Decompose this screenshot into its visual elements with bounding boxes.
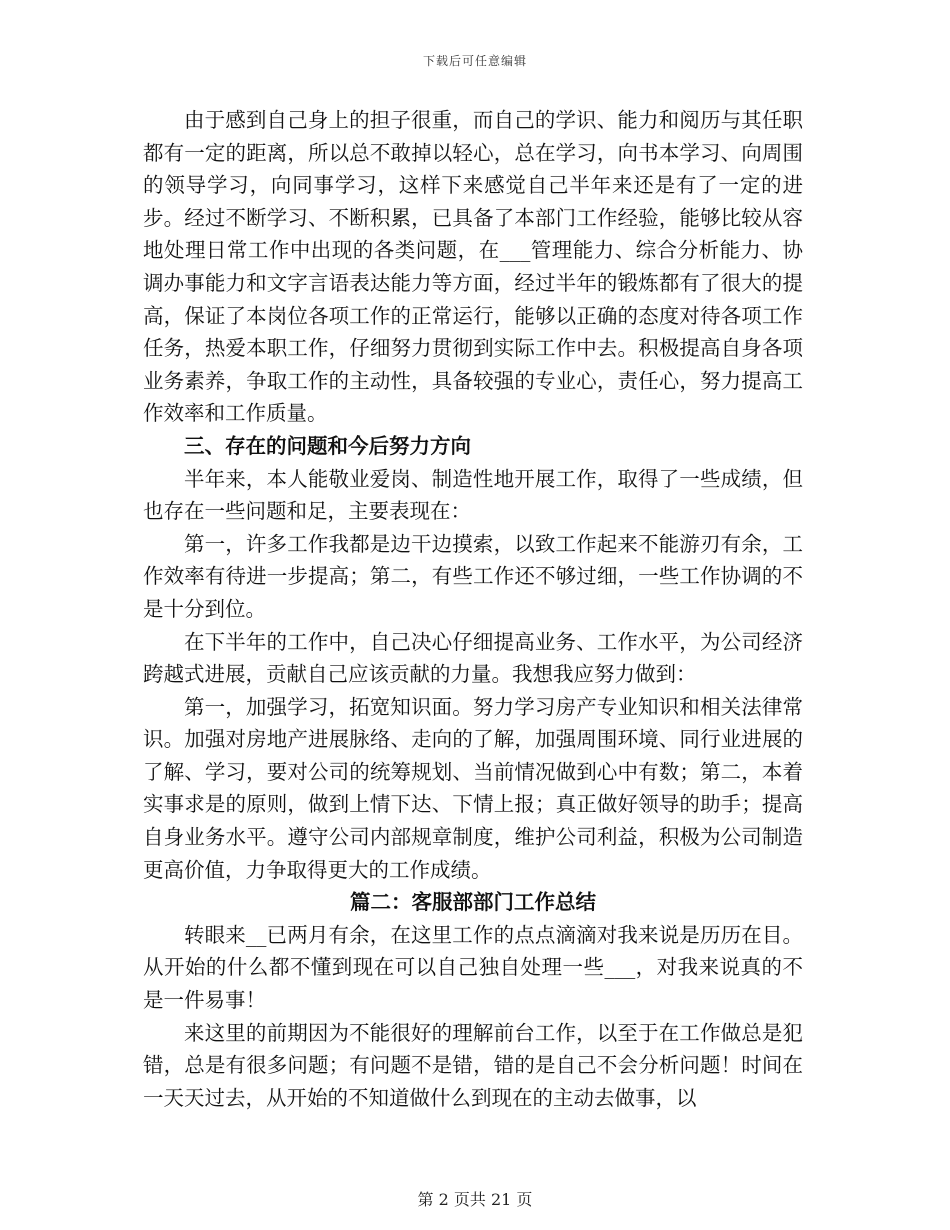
document-body (143, 104, 803, 1114)
paragraph-half-year-summary: 半年来，本人能敬业爱岗、制造性地开展工作，取得了一些成绩，但也存在一些问题和足，主要表现在： (143, 466, 803, 524)
page-number: 第 2 页共 21 页 (417, 1190, 533, 1209)
paragraph-shortcomings: 第一，许多工作我都是边干边摸索，以致工作起来不能游刃有余，工作效率有待进一步提高；第二，有些工作还不够过细，一些工作协调的不是十分到位。 (143, 531, 803, 621)
chapter-title-customer-service: 篇二：客服部部门工作总结 (350, 890, 596, 915)
page-header: 下载后可任意编辑 (422, 54, 527, 68)
paragraph-learning-progress: 由于感到自己身上的担子很重，而自己的学识、能力和阅历与其任职都有一定的距离，所以总不敢掉以轻心，总在学习，向书本学习、向周围的领导学习，向同事学习，这样下来感觉自己半年来还是有了一定的进步。经过不断学习、不断积累，已具备了本部门工作经验，能够比较从容地处理日常工作中出现的各类问题，在___管理能力、综合分析能力、协调办事能力和文字言语表达能力等方面，经过半年的锻炼都有了很大的提高，保证了本岗位各项工作的正常运行，能够以正确的态度对待各项工作任务，热爱本职工作，仔细努力贯彻到实际工作中去。积极提高自身各项业务素养，争取工作的主动性，具备较强的专业心，责任心，努力提高工作效率和工作质量。 (143, 108, 803, 426)
section-heading-problems: 三、存在的问题和今后努力方向 (184, 433, 471, 458)
paragraph-next-half-plan: 在下半年的工作中，自己决心仔细提高业务、工作水平，为公司经济跨越式进展，贡献自己应该贡献的力量。我想我应努力做到： (143, 629, 803, 687)
paragraph-improvement-measures: 第一，加强学习，拓宽知识面。努力学习房产专业知识和相关法律常识。加强对房地产进展脉络、走向的了解，加强周围环境、同行业进展的了解、学习，要对公司的统筹规划、当前情况做到心中有数；第二，本着实事求是的原则，做到上情下达、下情上报；真正做好领导的助手；提高自身业务水平。遵守公司内部规章制度，维护公司利益，积极为公司制造更高价值，力争取得更大的工作成绩。 (143, 694, 803, 882)
paragraph-two-months: 转眼来__已两月有余，在这里工作的点点滴滴对我来说是历历在目。从开始的什么都不懂到现在可以自己独自处理一些___，对我来说真的不是一件易事！ (143, 922, 803, 1013)
paragraph-early-mistakes: 来这里的前期因为不能很好的理解前台工作，以至于在工作做总是犯错，总是有很多问题；有问题不是错，错的是自己不会分析问题！时间在一天天过去，从开始的不知道做什么到现在的主动去做事，以 (143, 1020, 803, 1110)
